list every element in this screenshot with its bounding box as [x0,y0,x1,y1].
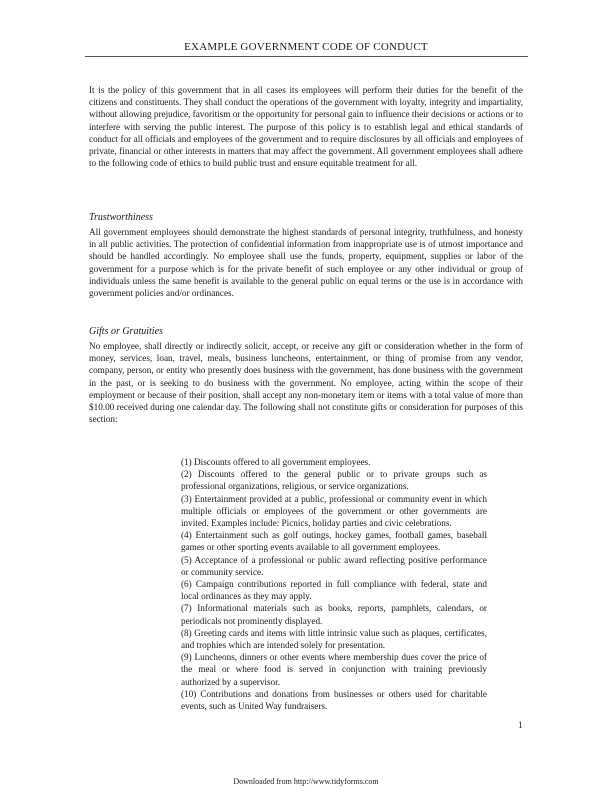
exceptions-list [181,456,487,712]
list-item: (5) Acceptance of a professional or public award reflecting positive performance or community service. [181,554,487,577]
gifts-paragraph: No employee, shall directly or indirectly solicit, accept, or receive any gift or consideration whether in the form of money, services, loan, travel, meals, business luncheons, entertainment, or thing of promise from any vendor, company, person, or entity who presently does business with the government, has done business with the government in the past, or is seeking to do business with the government. No employee, acting within the scope of their employment or because of their position, shall accept any non-monetary item or items with a total value of more than $10.00 received during one calendar day. The following shall not constitute gifts or consideration for purposes of this section: [89,341,523,425]
list-item: (3) Entertainment provided at a public, professional or community event in which multiple officials or employees of the government or other governments are invited. Examples include: Picnics, holiday parties and civic celebrations. [181,493,487,529]
list-item: (4) Entertainment such as golf outings, hockey games, football games, baseball games or other sporting events available to all government employees. [181,530,487,553]
intro-paragraph: It is the policy of this government that in all cases its employees will perform their duties for the benefit of the citizens and constituents. They shall conduct the operations of the government with loyalty, integrity and impartiality, without allowing prejudice, favoritism or the opportunity for personal gain to influence their decisions or actions or to interfere with serving the public interest. The purpose of this policy is to establish legal and ethical standards of conduct for all officials and employees of the government and to require disclosures by all officials and employees of private, financial or other interests in matters that may affect the government. All government employees shall adhere to the following code of ethics to build public trust and ensure equitable treatment for all. [89,85,523,169]
footer-prefix: Downloaded from [233,777,292,786]
trustworthiness-paragraph: All government employees should demonstrate the highest standards of personal integrity, truthfulness, and honesty in all public activities. The protection of confidential information from inappropriate use is of utmost importance and should be handled accordingly. No employee shall use the funds, property, equipment, supplies or labor of the government for a purpose which is for the private benefit of such employee or any other individual or group of individuals unless the same benefit is available to the general public on equal terms or the use is in accordance with government policies and/or ordinances. [89,227,523,299]
list-item: (7) Informational materials such as books, reports, pamphlets, calendars, or periodicals not prominently displayed. [181,603,487,626]
list-item: (1) Discounts offered to all government employees. [181,457,371,467]
section-heading-trustworthiness: Trustworthiness [89,212,153,223]
list-item: (10) Contributions and donations from businesses or others used for charitable events, such as United Way fundraisers. [181,688,487,712]
section-heading-gifts: Gifts or Gratuities [89,326,163,337]
page-title: EXAMPLE GOVERNMENT CODE OF CONDUCT [184,41,428,53]
footer-link[interactable]: http://www.tidyforms.com [293,777,379,786]
list-item: (8) Greeting cards and items with little intrinsic value such as plaques, certificates, and trophies which are intended solely for presentation. [181,627,487,651]
list-item: (9) Luncheons, dinners or other events where membership dues cover the price of the meal or where food is served in conjunction with training previously authorized by a supervisor. [181,652,487,687]
list-item: (2) Discounts offered to the general public or to private groups such as professional organizations, religious, or service organizations. [181,469,487,492]
page-number: 1 [518,720,523,730]
footer [0,777,612,786]
title-divider [85,56,528,57]
list-item: (6) Campaign contributions reported in full compliance with federal, state and local ordinances as they may apply. [181,579,487,602]
